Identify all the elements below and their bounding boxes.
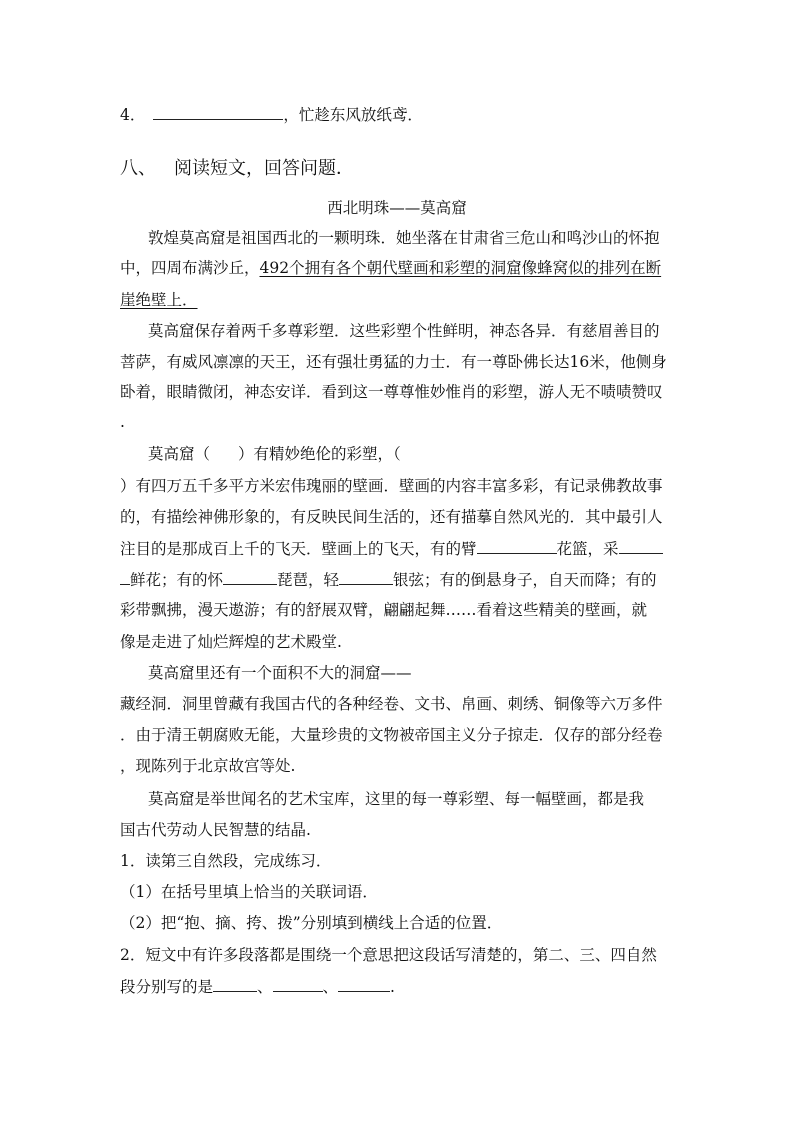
- underlined-sentence: 崖绝壁上．: [120, 291, 198, 309]
- question-4: [120, 104, 423, 125]
- question-text: ，忙趁东风放纸鸢．: [283, 106, 423, 124]
- answer-blank[interactable]: [213, 976, 257, 992]
- answer-blank[interactable]: [153, 104, 283, 120]
- paragraph-3-line-1: [148, 444, 401, 464]
- paragraph-1-line-3: [120, 290, 198, 310]
- text-segment: 鲜花；有的怀: [130, 571, 224, 589]
- text-segment: 段分别写的是: [120, 978, 214, 996]
- question-1-part-2: （2）把“抱、摘、挎、拨”分别填到横线上合适的位置．: [120, 914, 503, 932]
- paragraph-3-line-5: [120, 569, 657, 590]
- paragraph-3-line-4: [120, 538, 663, 559]
- section-heading: [120, 159, 354, 179]
- paragraph-4-line-3: ．由于清王朝腐败无能，大量珍贵的文物被帝国主义分子掠走．仅存的部分经卷: [120, 726, 663, 744]
- text-segment: ）有精妙绝伦的彩塑，（: [238, 445, 401, 463]
- paragraph-2-line-4: .: [120, 413, 125, 431]
- paragraph-3-line-7: 像是走进了灿烂辉煌的艺术殿堂.: [120, 633, 342, 651]
- answer-blank[interactable]: [273, 976, 323, 992]
- paragraph-3-line-6: 彩带飘拂，漫天遨游；有的舒展双臂，翩翩起舞……看着这些精美的壁画，就: [120, 601, 648, 619]
- paragraph-4-line-1: 莫高窟里还有一个面积不大的洞窟——: [148, 664, 412, 682]
- paragraph-5-line-2: 国古代劳动人民智慧的结晶.: [120, 821, 311, 839]
- paragraph-4-line-4: ，现陈列于北京故宫等处.: [120, 757, 296, 775]
- paragraph-1-line-1: 敦煌莫高窟是祖国西北的一颗明珠．她坐落在甘肃省三危山和鸣沙山的怀抱: [148, 229, 660, 247]
- paragraph-2-line-1: 莫高窟保存着两千多尊彩塑．这些彩塑个性鲜明，神态各异．有慈眉善目的: [148, 322, 660, 340]
- question-2-line-1: 2．短文中有许多段落都是围绕一个意思把这段话写清楚的，第二、三、四自然: [120, 946, 657, 964]
- paragraph-2-line-3: 卧着，眼睛微闭，神态安详．看到这一尊尊惟妙惟肖的彩塑，游人无不啧啧赞叹: [120, 383, 663, 401]
- text-segment: 中，四周布满沙丘，: [120, 259, 260, 277]
- text-segment: 莫高窟（: [148, 445, 211, 463]
- text-segment: 琵琶，轻: [277, 571, 340, 589]
- paragraph-5-line-1: 莫高窟是举世闻名的艺术宝库，这里的每一尊彩塑、每一幅壁画，都是我: [148, 790, 645, 808]
- question-number: 4．: [120, 106, 146, 124]
- underlined-sentence: 492个拥有各个朝代壁画和彩塑的洞窟像蜂窝似的排列在断: [259, 259, 662, 277]
- text-segment: .: [390, 978, 395, 996]
- text-segment: 花篮，采: [556, 540, 619, 558]
- answer-blank[interactable]: [223, 569, 277, 585]
- paragraph-3-line-3: 的，有描绘神佛形象的，有反映民间生活的，还有描摹自然风光的．其中最引人: [120, 508, 663, 526]
- answer-blank[interactable]: [338, 976, 390, 992]
- text-segment: 注目的是那成百上千的飞天．壁画上的飞天，有的臂: [120, 540, 477, 558]
- question-1: 1．读第三自然段，完成练习．: [120, 852, 332, 870]
- paragraph-1-line-2: [120, 258, 661, 278]
- article-title: 西北明珠——莫高窟: [327, 199, 467, 217]
- section-number: 八、: [120, 158, 156, 179]
- question-2-line-2: [120, 976, 395, 997]
- question-1-part-1: （1）在括号里填上恰当的关联词语．: [120, 883, 378, 901]
- section-title: 阅读短文，回答问题．: [174, 158, 354, 179]
- answer-blank[interactable]: [619, 538, 663, 554]
- paragraph-2-line-2: 菩萨，有威风凛凛的天王，还有强壮勇猛的力士．有一尊卧佛长达16米，他侧身: [120, 353, 667, 371]
- paragraph-4-line-2: 藏经洞．洞里曾藏有我国古代的各种经卷、文书、帛画、刺绣、铜像等六万多件: [120, 695, 663, 713]
- text-segment: 、: [322, 978, 339, 996]
- text-segment: 、: [257, 978, 273, 996]
- answer-blank[interactable]: [477, 538, 557, 554]
- answer-blank[interactable]: [339, 569, 393, 585]
- paragraph-3-line-2: ）有四万五千多平方米宏伟瑰丽的壁画．壁画的内容丰富多彩，有记录佛教故事: [120, 477, 663, 495]
- text-segment: 银弦；有的倒悬身子，自天而降；有的: [393, 571, 657, 589]
- answer-blank-continued[interactable]: [120, 569, 130, 585]
